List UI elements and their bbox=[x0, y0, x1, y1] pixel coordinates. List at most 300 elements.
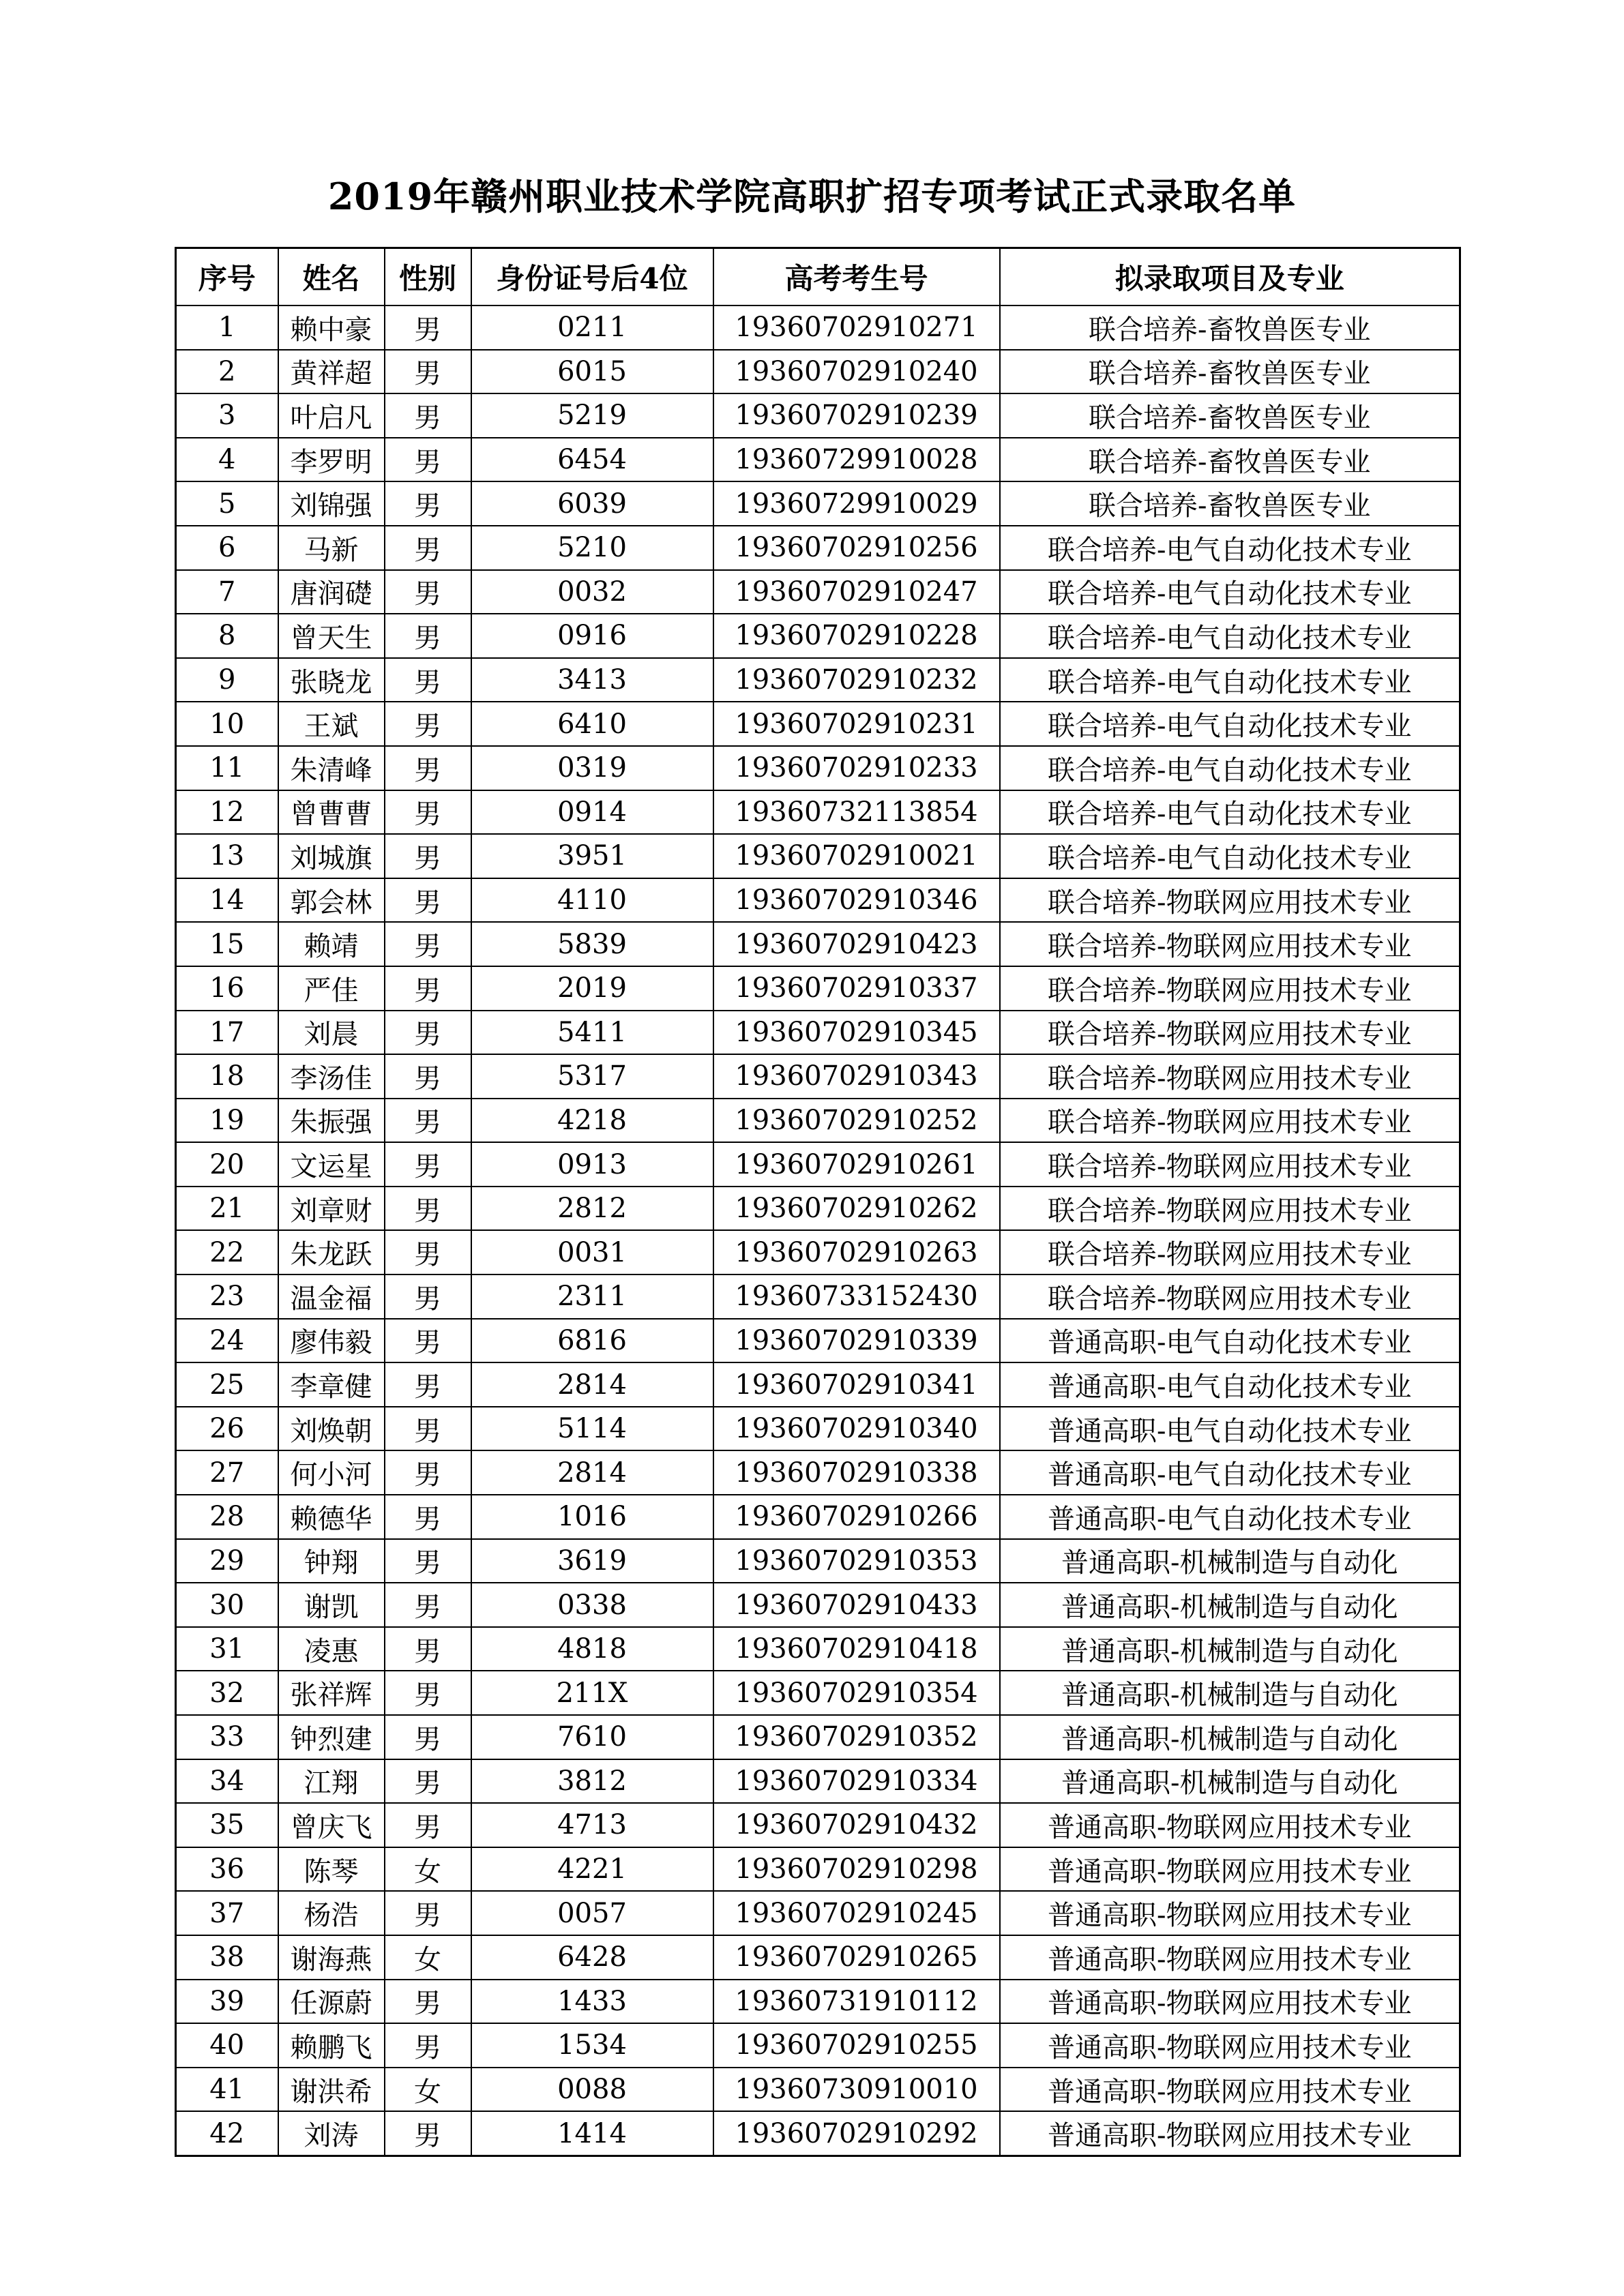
table-row bbox=[176, 350, 1460, 394]
cell-exam-number: 19360731910112 bbox=[713, 1980, 1000, 2024]
cell-exam-number: 19360702910337 bbox=[713, 966, 1000, 1011]
cell-id-last4: 0088 bbox=[471, 2068, 713, 2112]
cell-gender: 男 bbox=[385, 1891, 471, 1935]
cell-gender: 男 bbox=[385, 305, 471, 350]
cell-name: 曾庆飞 bbox=[278, 1803, 385, 1847]
cell-program: 联合培养-物联网应用技术专业 bbox=[1000, 878, 1460, 923]
cell-exam-number: 19360702910265 bbox=[713, 1935, 1000, 1980]
cell-program: 普通高职-电气自动化技术专业 bbox=[1000, 1319, 1460, 1363]
cell-id-last4: 4110 bbox=[471, 878, 713, 923]
cell-gender: 男 bbox=[385, 746, 471, 790]
cell-gender: 男 bbox=[385, 1319, 471, 1363]
cell-program: 普通高职-电气自动化技术专业 bbox=[1000, 1362, 1460, 1407]
cell-program: 联合培养-畜牧兽医专业 bbox=[1000, 393, 1460, 438]
cell-index: 28 bbox=[176, 1495, 278, 1539]
cell-index: 21 bbox=[176, 1187, 278, 1231]
cell-exam-number: 19360702910255 bbox=[713, 2023, 1000, 2068]
table-row bbox=[176, 393, 1460, 438]
cell-gender: 男 bbox=[385, 481, 471, 526]
cell-id-last4: 4818 bbox=[471, 1627, 713, 1671]
cell-index: 34 bbox=[176, 1759, 278, 1804]
cell-name: 陈琴 bbox=[278, 1847, 385, 1892]
cell-id-last4: 0319 bbox=[471, 746, 713, 790]
table-row bbox=[176, 481, 1460, 526]
cell-program: 联合培养-电气自动化技术专业 bbox=[1000, 746, 1460, 790]
cell-program: 联合培养-电气自动化技术专业 bbox=[1000, 526, 1460, 570]
cell-index: 7 bbox=[176, 570, 278, 614]
cell-gender: 男 bbox=[385, 1980, 471, 2024]
cell-program: 联合培养-物联网应用技术专业 bbox=[1000, 1054, 1460, 1099]
cell-id-last4: 3812 bbox=[471, 1759, 713, 1804]
cell-exam-number: 19360702910271 bbox=[713, 305, 1000, 350]
cell-exam-number: 19360702910247 bbox=[713, 570, 1000, 614]
cell-gender: 男 bbox=[385, 1274, 471, 1319]
cell-id-last4: 0916 bbox=[471, 614, 713, 658]
cell-index: 23 bbox=[176, 1274, 278, 1319]
table-row bbox=[176, 1230, 1460, 1274]
table-row bbox=[176, 305, 1460, 350]
cell-program: 联合培养-物联网应用技术专业 bbox=[1000, 1142, 1460, 1187]
cell-index: 11 bbox=[176, 746, 278, 790]
cell-id-last4: 2814 bbox=[471, 1450, 713, 1495]
cell-index: 24 bbox=[176, 1319, 278, 1363]
cell-index: 14 bbox=[176, 878, 278, 923]
cell-exam-number: 19360702910352 bbox=[713, 1715, 1000, 1759]
cell-program: 普通高职-机械制造与自动化 bbox=[1000, 1671, 1460, 1715]
table-row bbox=[176, 526, 1460, 570]
cell-id-last4: 6410 bbox=[471, 702, 713, 746]
cell-gender: 男 bbox=[385, 1495, 471, 1539]
cell-index: 25 bbox=[176, 1362, 278, 1407]
cell-program: 普通高职-物联网应用技术专业 bbox=[1000, 1980, 1460, 2024]
cell-gender: 男 bbox=[385, 966, 471, 1011]
cell-id-last4: 0338 bbox=[471, 1583, 713, 1627]
cell-exam-number: 19360730910010 bbox=[713, 2068, 1000, 2112]
cell-exam-number: 19360702910433 bbox=[713, 1583, 1000, 1627]
cell-name: 赖中豪 bbox=[278, 305, 385, 350]
cell-name: 张晓龙 bbox=[278, 658, 385, 702]
cell-exam-number: 19360702910239 bbox=[713, 393, 1000, 438]
cell-id-last4: 5114 bbox=[471, 1407, 713, 1451]
cell-program: 普通高职-物联网应用技术专业 bbox=[1000, 2023, 1460, 2068]
cell-index: 27 bbox=[176, 1450, 278, 1495]
cell-gender: 男 bbox=[385, 1407, 471, 1451]
cell-exam-number: 19360702910343 bbox=[713, 1054, 1000, 1099]
cell-gender: 男 bbox=[385, 922, 471, 966]
cell-gender: 男 bbox=[385, 878, 471, 923]
cell-gender: 男 bbox=[385, 1450, 471, 1495]
cell-name: 李汤佳 bbox=[278, 1054, 385, 1099]
cell-index: 17 bbox=[176, 1011, 278, 1055]
cell-gender: 男 bbox=[385, 1230, 471, 1274]
cell-exam-number: 19360702910266 bbox=[713, 1495, 1000, 1539]
cell-gender: 男 bbox=[385, 350, 471, 394]
cell-index: 5 bbox=[176, 481, 278, 526]
cell-id-last4: 3951 bbox=[471, 834, 713, 878]
cell-index: 30 bbox=[176, 1583, 278, 1627]
table-row bbox=[176, 1407, 1460, 1451]
table-body bbox=[176, 305, 1460, 2156]
cell-exam-number: 19360702910228 bbox=[713, 614, 1000, 658]
table-row bbox=[176, 790, 1460, 835]
cell-gender: 男 bbox=[385, 658, 471, 702]
cell-id-last4: 6428 bbox=[471, 1935, 713, 1980]
table-row bbox=[176, 1495, 1460, 1539]
cell-gender: 男 bbox=[385, 1539, 471, 1583]
cell-program: 普通高职-物联网应用技术专业 bbox=[1000, 1847, 1460, 1892]
cell-id-last4: 0211 bbox=[471, 305, 713, 350]
cell-gender: 男 bbox=[385, 702, 471, 746]
table-row bbox=[176, 878, 1460, 923]
cell-exam-number: 19360702910262 bbox=[713, 1187, 1000, 1231]
cell-program: 普通高职-物联网应用技术专业 bbox=[1000, 2111, 1460, 2156]
cell-name: 谢凯 bbox=[278, 1583, 385, 1627]
cell-index: 20 bbox=[176, 1142, 278, 1187]
cell-id-last4: 5317 bbox=[471, 1054, 713, 1099]
cell-index: 9 bbox=[176, 658, 278, 702]
cell-exam-number: 19360702910252 bbox=[713, 1099, 1000, 1143]
cell-index: 15 bbox=[176, 922, 278, 966]
cell-id-last4: 4713 bbox=[471, 1803, 713, 1847]
cell-id-last4: 5839 bbox=[471, 922, 713, 966]
cell-program: 联合培养-电气自动化技术专业 bbox=[1000, 834, 1460, 878]
table-row bbox=[176, 438, 1460, 482]
table-row bbox=[176, 1142, 1460, 1187]
cell-gender: 男 bbox=[385, 1187, 471, 1231]
admission-table bbox=[175, 247, 1461, 2157]
cell-name: 廖伟毅 bbox=[278, 1319, 385, 1363]
cell-index: 40 bbox=[176, 2023, 278, 2068]
table-row bbox=[176, 922, 1460, 966]
cell-gender: 男 bbox=[385, 1803, 471, 1847]
cell-program: 普通高职-机械制造与自动化 bbox=[1000, 1539, 1460, 1583]
cell-program: 联合培养-电气自动化技术专业 bbox=[1000, 702, 1460, 746]
cell-name: 谢海燕 bbox=[278, 1935, 385, 1980]
cell-id-last4: 2019 bbox=[471, 966, 713, 1011]
table-row bbox=[176, 1759, 1460, 1804]
cell-program: 联合培养-电气自动化技术专业 bbox=[1000, 790, 1460, 835]
cell-gender: 男 bbox=[385, 834, 471, 878]
table-row bbox=[176, 1671, 1460, 1715]
cell-program: 普通高职-物联网应用技术专业 bbox=[1000, 2068, 1460, 2112]
cell-gender: 男 bbox=[385, 790, 471, 835]
cell-name: 朱振强 bbox=[278, 1099, 385, 1143]
cell-id-last4: 3619 bbox=[471, 1539, 713, 1583]
cell-name: 严佳 bbox=[278, 966, 385, 1011]
cell-program: 联合培养-物联网应用技术专业 bbox=[1000, 1187, 1460, 1231]
cell-program: 联合培养-物联网应用技术专业 bbox=[1000, 1230, 1460, 1274]
cell-gender: 男 bbox=[385, 1671, 471, 1715]
cell-name: 赖鹏飞 bbox=[278, 2023, 385, 2068]
table-row bbox=[176, 1803, 1460, 1847]
cell-name: 杨浩 bbox=[278, 1891, 385, 1935]
table-row bbox=[176, 1274, 1460, 1319]
cell-id-last4: 4218 bbox=[471, 1099, 713, 1143]
cell-index: 38 bbox=[176, 1935, 278, 1980]
cell-name: 江翔 bbox=[278, 1759, 385, 1804]
cell-exam-number: 19360702910245 bbox=[713, 1891, 1000, 1935]
cell-id-last4: 2814 bbox=[471, 1362, 713, 1407]
cell-program: 联合培养-物联网应用技术专业 bbox=[1000, 1011, 1460, 1055]
table-row bbox=[176, 658, 1460, 702]
cell-name: 叶启凡 bbox=[278, 393, 385, 438]
cell-program: 联合培养-物联网应用技术专业 bbox=[1000, 966, 1460, 1011]
cell-index: 26 bbox=[176, 1407, 278, 1451]
header-exam-number: 高考考生号 bbox=[713, 248, 1000, 306]
table-row bbox=[176, 1891, 1460, 1935]
cell-index: 36 bbox=[176, 1847, 278, 1892]
cell-exam-number: 19360702910423 bbox=[713, 922, 1000, 966]
table-row bbox=[176, 1935, 1460, 1980]
cell-index: 1 bbox=[176, 305, 278, 350]
table-row bbox=[176, 834, 1460, 878]
cell-name: 黄祥超 bbox=[278, 350, 385, 394]
cell-name: 刘焕朝 bbox=[278, 1407, 385, 1451]
cell-exam-number: 19360702910338 bbox=[713, 1450, 1000, 1495]
cell-exam-number: 19360702910353 bbox=[713, 1539, 1000, 1583]
cell-id-last4: 7610 bbox=[471, 1715, 713, 1759]
cell-index: 39 bbox=[176, 1980, 278, 2024]
cell-id-last4: 0913 bbox=[471, 1142, 713, 1187]
cell-program: 联合培养-电气自动化技术专业 bbox=[1000, 614, 1460, 658]
cell-program: 联合培养-畜牧兽医专业 bbox=[1000, 481, 1460, 526]
cell-gender: 男 bbox=[385, 1099, 471, 1143]
cell-index: 18 bbox=[176, 1054, 278, 1099]
cell-id-last4: 3413 bbox=[471, 658, 713, 702]
cell-exam-number: 19360702910354 bbox=[713, 1671, 1000, 1715]
cell-gender: 男 bbox=[385, 526, 471, 570]
cell-exam-number: 19360702910263 bbox=[713, 1230, 1000, 1274]
cell-exam-number: 19360702910233 bbox=[713, 746, 1000, 790]
cell-id-last4: 6816 bbox=[471, 1319, 713, 1363]
cell-exam-number: 19360702910256 bbox=[713, 526, 1000, 570]
cell-program: 普通高职-机械制造与自动化 bbox=[1000, 1583, 1460, 1627]
table-row bbox=[176, 1054, 1460, 1099]
cell-program: 普通高职-电气自动化技术专业 bbox=[1000, 1407, 1460, 1451]
header-program: 拟录取项目及专业 bbox=[1000, 248, 1460, 306]
cell-gender: 男 bbox=[385, 614, 471, 658]
table-row bbox=[176, 1847, 1460, 1892]
table-row bbox=[176, 966, 1460, 1011]
cell-exam-number: 19360702910298 bbox=[713, 1847, 1000, 1892]
cell-index: 8 bbox=[176, 614, 278, 658]
header-gender: 性别 bbox=[385, 248, 471, 306]
cell-index: 33 bbox=[176, 1715, 278, 1759]
cell-name: 谢洪希 bbox=[278, 2068, 385, 2112]
cell-name: 马新 bbox=[278, 526, 385, 570]
cell-name: 李罗明 bbox=[278, 438, 385, 482]
table-row bbox=[176, 2111, 1460, 2156]
table-row bbox=[176, 702, 1460, 746]
cell-exam-number: 19360702910418 bbox=[713, 1627, 1000, 1671]
cell-gender: 男 bbox=[385, 1011, 471, 1055]
cell-exam-number: 19360702910334 bbox=[713, 1759, 1000, 1804]
cell-index: 31 bbox=[176, 1627, 278, 1671]
cell-name: 朱清峰 bbox=[278, 746, 385, 790]
cell-id-last4: 0032 bbox=[471, 570, 713, 614]
cell-gender: 男 bbox=[385, 1627, 471, 1671]
cell-exam-number: 19360702910432 bbox=[713, 1803, 1000, 1847]
cell-index: 32 bbox=[176, 1671, 278, 1715]
cell-gender: 男 bbox=[385, 1759, 471, 1804]
cell-exam-number: 19360702910240 bbox=[713, 350, 1000, 394]
cell-gender: 女 bbox=[385, 1847, 471, 1892]
cell-id-last4: 1534 bbox=[471, 2023, 713, 2068]
cell-exam-number: 19360702910341 bbox=[713, 1362, 1000, 1407]
document-title: 2019年赣州职业技术学院高职扩招专项考试正式录取名单 bbox=[327, 175, 1297, 218]
cell-index: 29 bbox=[176, 1539, 278, 1583]
cell-id-last4: 0057 bbox=[471, 1891, 713, 1935]
cell-program: 普通高职-机械制造与自动化 bbox=[1000, 1627, 1460, 1671]
cell-name: 刘城旗 bbox=[278, 834, 385, 878]
cell-program: 联合培养-畜牧兽医专业 bbox=[1000, 350, 1460, 394]
cell-name: 曾天生 bbox=[278, 614, 385, 658]
cell-exam-number: 19360733152430 bbox=[713, 1274, 1000, 1319]
cell-exam-number: 19360702910345 bbox=[713, 1011, 1000, 1055]
cell-program: 联合培养-物联网应用技术专业 bbox=[1000, 1099, 1460, 1143]
table-row bbox=[176, 1319, 1460, 1363]
cell-name: 刘涛 bbox=[278, 2111, 385, 2156]
cell-index: 10 bbox=[176, 702, 278, 746]
cell-program: 普通高职-物联网应用技术专业 bbox=[1000, 1935, 1460, 1980]
cell-index: 3 bbox=[176, 393, 278, 438]
cell-name: 钟翔 bbox=[278, 1539, 385, 1583]
cell-gender: 男 bbox=[385, 1142, 471, 1187]
cell-program: 联合培养-电气自动化技术专业 bbox=[1000, 658, 1460, 702]
table-row bbox=[176, 1362, 1460, 1407]
table-row bbox=[176, 746, 1460, 790]
cell-gender: 男 bbox=[385, 1583, 471, 1627]
cell-exam-number: 19360702910261 bbox=[713, 1142, 1000, 1187]
cell-program: 联合培养-电气自动化技术专业 bbox=[1000, 570, 1460, 614]
cell-index: 4 bbox=[176, 438, 278, 482]
cell-program: 联合培养-物联网应用技术专业 bbox=[1000, 922, 1460, 966]
cell-gender: 男 bbox=[385, 2111, 471, 2156]
cell-name: 赖靖 bbox=[278, 922, 385, 966]
cell-id-last4: 6039 bbox=[471, 481, 713, 526]
cell-index: 41 bbox=[176, 2068, 278, 2112]
cell-program: 联合培养-物联网应用技术专业 bbox=[1000, 1274, 1460, 1319]
cell-exam-number: 19360702910292 bbox=[713, 2111, 1000, 2156]
table-row bbox=[176, 2068, 1460, 2112]
table-row bbox=[176, 614, 1460, 658]
table-row bbox=[176, 1187, 1460, 1231]
table-row bbox=[176, 1583, 1460, 1627]
cell-index: 37 bbox=[176, 1891, 278, 1935]
header-name: 姓名 bbox=[278, 248, 385, 306]
cell-name: 朱龙跃 bbox=[278, 1230, 385, 1274]
cell-name: 王斌 bbox=[278, 702, 385, 746]
table-row bbox=[176, 2023, 1460, 2068]
cell-name: 刘锦强 bbox=[278, 481, 385, 526]
cell-id-last4: 6015 bbox=[471, 350, 713, 394]
cell-program: 普通高职-电气自动化技术专业 bbox=[1000, 1495, 1460, 1539]
table-row bbox=[176, 1099, 1460, 1143]
cell-name: 刘晨 bbox=[278, 1011, 385, 1055]
cell-id-last4: 211X bbox=[471, 1671, 713, 1715]
cell-exam-number: 19360729910029 bbox=[713, 481, 1000, 526]
cell-id-last4: 2311 bbox=[471, 1274, 713, 1319]
cell-index: 42 bbox=[176, 2111, 278, 2156]
cell-index: 22 bbox=[176, 1230, 278, 1274]
cell-index: 6 bbox=[176, 526, 278, 570]
cell-id-last4: 5219 bbox=[471, 393, 713, 438]
cell-gender: 男 bbox=[385, 1362, 471, 1407]
cell-gender: 男 bbox=[385, 570, 471, 614]
cell-exam-number: 19360732113854 bbox=[713, 790, 1000, 835]
table-row bbox=[176, 1011, 1460, 1055]
cell-index: 2 bbox=[176, 350, 278, 394]
cell-name: 曾曹曹 bbox=[278, 790, 385, 835]
cell-program: 普通高职-物联网应用技术专业 bbox=[1000, 1891, 1460, 1935]
cell-exam-number: 19360702910340 bbox=[713, 1407, 1000, 1451]
cell-id-last4: 5411 bbox=[471, 1011, 713, 1055]
table-header-row bbox=[176, 248, 1460, 306]
cell-id-last4: 0914 bbox=[471, 790, 713, 835]
cell-id-last4: 6454 bbox=[471, 438, 713, 482]
cell-exam-number: 19360702910232 bbox=[713, 658, 1000, 702]
table-row bbox=[176, 1980, 1460, 2024]
cell-gender: 男 bbox=[385, 438, 471, 482]
cell-name: 张祥辉 bbox=[278, 1671, 385, 1715]
table-row bbox=[176, 1539, 1460, 1583]
cell-program: 普通高职-物联网应用技术专业 bbox=[1000, 1803, 1460, 1847]
cell-id-last4: 1016 bbox=[471, 1495, 713, 1539]
cell-exam-number: 19360702910231 bbox=[713, 702, 1000, 746]
table-row bbox=[176, 1715, 1460, 1759]
cell-index: 12 bbox=[176, 790, 278, 835]
cell-id-last4: 1433 bbox=[471, 1980, 713, 2024]
cell-program: 普通高职-机械制造与自动化 bbox=[1000, 1715, 1460, 1759]
header-index: 序号 bbox=[176, 248, 278, 306]
cell-id-last4: 2812 bbox=[471, 1187, 713, 1231]
cell-index: 16 bbox=[176, 966, 278, 1011]
cell-id-last4: 1414 bbox=[471, 2111, 713, 2156]
cell-exam-number: 19360729910028 bbox=[713, 438, 1000, 482]
cell-gender: 男 bbox=[385, 1715, 471, 1759]
cell-name: 李章健 bbox=[278, 1362, 385, 1407]
table-row bbox=[176, 570, 1460, 614]
table-row bbox=[176, 1450, 1460, 1495]
cell-id-last4: 0031 bbox=[471, 1230, 713, 1274]
cell-name: 文运星 bbox=[278, 1142, 385, 1187]
cell-name: 凌惠 bbox=[278, 1627, 385, 1671]
cell-gender: 女 bbox=[385, 1935, 471, 1980]
cell-gender: 男 bbox=[385, 1054, 471, 1099]
cell-exam-number: 19360702910346 bbox=[713, 878, 1000, 923]
cell-program: 联合培养-畜牧兽医专业 bbox=[1000, 305, 1460, 350]
cell-gender: 女 bbox=[385, 2068, 471, 2112]
cell-program: 普通高职-机械制造与自动化 bbox=[1000, 1759, 1460, 1804]
cell-name: 钟烈建 bbox=[278, 1715, 385, 1759]
table-row bbox=[176, 1627, 1460, 1671]
cell-id-last4: 4221 bbox=[471, 1847, 713, 1892]
cell-program: 联合培养-畜牧兽医专业 bbox=[1000, 438, 1460, 482]
cell-exam-number: 19360702910021 bbox=[713, 834, 1000, 878]
cell-name: 郭会林 bbox=[278, 878, 385, 923]
cell-name: 刘章财 bbox=[278, 1187, 385, 1231]
cell-program: 普通高职-电气自动化技术专业 bbox=[1000, 1450, 1460, 1495]
cell-gender: 男 bbox=[385, 2023, 471, 2068]
cell-index: 13 bbox=[176, 834, 278, 878]
cell-name: 赖德华 bbox=[278, 1495, 385, 1539]
cell-name: 任源蔚 bbox=[278, 1980, 385, 2024]
cell-index: 35 bbox=[176, 1803, 278, 1847]
header-id-last4: 身份证号后4位 bbox=[471, 248, 713, 306]
cell-name: 温金福 bbox=[278, 1274, 385, 1319]
cell-id-last4: 5210 bbox=[471, 526, 713, 570]
cell-exam-number: 19360702910339 bbox=[713, 1319, 1000, 1363]
